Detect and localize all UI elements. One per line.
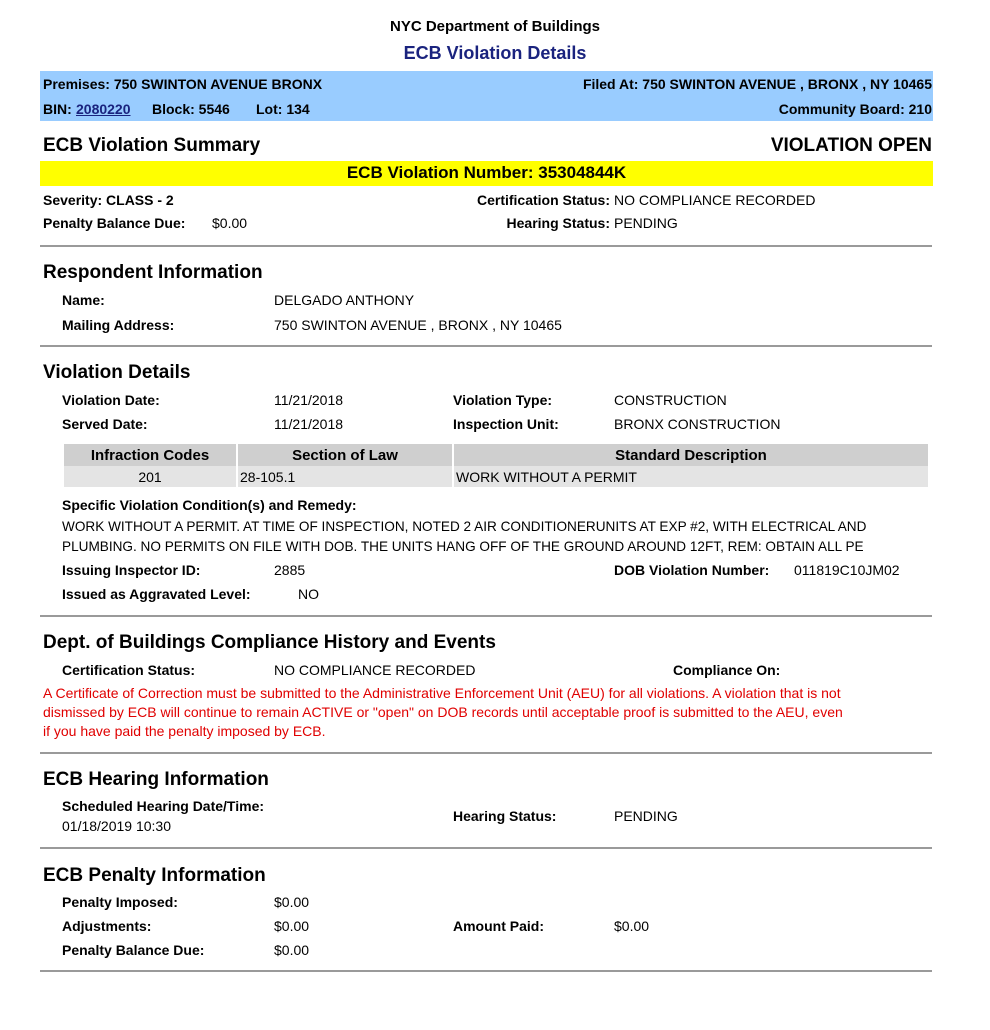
inspector-id-value: 2885 — [274, 562, 306, 578]
violation-number: ECB Violation Number: 35304844K — [346, 163, 627, 182]
served-date-label: Served Date: — [62, 416, 148, 432]
violation-type-label: Violation Type: — [453, 392, 553, 408]
penalty-heading: ECB Penalty Information — [43, 865, 266, 886]
respondent-name-label: Name: — [62, 292, 105, 308]
compliance-heading: Dept. of Buildings Compliance History and Events — [43, 632, 496, 653]
adjustments-value: $0.00 — [274, 918, 310, 934]
divider — [40, 752, 932, 754]
aggravated-level-value: NO — [298, 586, 319, 602]
standard-description-cell: WORK WITHOUT A PERMIT — [454, 466, 928, 487]
hearing-status-label: Hearing Status: — [453, 808, 557, 824]
severity: Severity: CLASS - 2 — [43, 192, 174, 208]
compliance-cert-status-value: NO COMPLIANCE RECORDED — [274, 662, 476, 678]
penalty-imposed-label: Penalty Imposed: — [62, 894, 178, 910]
compliance-cert-status-label: Certification Status: — [62, 662, 196, 678]
summary-heading: ECB Violation Summary — [43, 135, 261, 156]
respondent-name-value: DELGADO ANTHONY — [274, 292, 415, 308]
divider — [40, 970, 932, 972]
divider — [40, 245, 932, 247]
aggravated-level-label: Issued as Aggravated Level: — [62, 586, 251, 602]
premises-address: Premises: 750 SWINTON AVENUE BRONX — [43, 76, 323, 92]
department-name: NYC Department of Buildings — [389, 18, 600, 35]
column-header-section-of-law: Section of Law — [238, 444, 452, 466]
scheduled-hearing-value: 01/18/2019 10:30 — [62, 818, 171, 834]
bin-label: BIN: — [43, 101, 72, 117]
condition-text-line: PLUMBING. NO PERMITS ON FILE WITH DOB. THE UNITS HANG OFF OF THE GROUND AROUND 12FT, REM: OBTAIN ALL PE — [62, 539, 864, 554]
hearing-heading: ECB Hearing Information — [43, 769, 269, 790]
violation-type-value: CONSTRUCTION — [614, 392, 727, 408]
compliance-on-label: Compliance On: — [673, 662, 781, 678]
lot-number: Lot: 134 — [256, 101, 310, 117]
divider — [40, 345, 932, 347]
table-row — [64, 466, 928, 487]
amount-paid-label: Amount Paid: — [453, 918, 544, 934]
table-header-row — [64, 444, 928, 466]
community-board: Community Board: 210 — [778, 101, 932, 117]
amount-paid-value: $0.00 — [614, 918, 650, 934]
penalty-balance-due-label: Penalty Balance Due: — [62, 942, 205, 958]
dob-violation-number-label: DOB Violation Number: — [614, 562, 770, 578]
condition-text-line: WORK WITHOUT A PERMIT. AT TIME OF INSPECTION, NOTED 2 AIR CONDITIONERUNITS AT EXP #2, WITH ELECTRICAL AND — [62, 519, 867, 534]
divider — [40, 847, 932, 849]
infraction-code-cell: 201 — [64, 466, 236, 487]
respondent-heading: Respondent Information — [43, 262, 263, 283]
violation-details-heading: Violation Details — [43, 362, 191, 383]
penalty-balance-label: Penalty Balance Due: — [43, 215, 186, 231]
dob-violation-number-value: 011819C10JM02 — [794, 562, 900, 578]
scheduled-hearing-label: Scheduled Hearing Date/Time: — [62, 798, 265, 814]
mailing-address-value: 750 SWINTON AVENUE , BRONX , NY 10465 — [274, 317, 562, 333]
penalty-balance-due-value: $0.00 — [274, 942, 310, 958]
inspection-unit-label: Inspection Unit: — [453, 416, 559, 432]
compliance-notice-line: dismissed by ECB will continue to remain ACTIVE or "open" on DOB records until acceptable proof is submitted to the AEU, even — [43, 704, 843, 720]
infraction-table — [62, 444, 930, 487]
filed-at-address: Filed At: 750 SWINTON AVENUE , BRONX , NY 10465 — [582, 76, 932, 92]
served-date-value: 11/21/2018 — [274, 416, 344, 432]
inspection-unit-value: BRONX CONSTRUCTION — [614, 416, 781, 432]
block-number: Block: 5546 — [152, 101, 230, 117]
page-title: ECB Violation Details — [403, 43, 587, 63]
certification-status-label: Certification Status: — [476, 192, 610, 208]
certification-status-value: NO COMPLIANCE RECORDED — [614, 192, 816, 208]
hearing-status-value: PENDING — [614, 215, 678, 231]
column-header-standard-description: Standard Description — [454, 444, 928, 466]
compliance-notice-line: if you have paid the penalty imposed by ECB. — [43, 723, 326, 739]
violation-date-label: Violation Date: — [62, 392, 160, 408]
penalty-balance-value: $0.00 — [212, 215, 248, 231]
condition-label: Specific Violation Condition(s) and Remedy: — [62, 497, 357, 513]
compliance-notice-line: A Certificate of Correction must be submitted to the Administrative Enforcement Unit (AEU) for all violations. A violation that is not — [43, 685, 841, 701]
bin-link[interactable]: 2080220 — [76, 101, 131, 117]
hearing-status-label: Hearing Status: — [506, 215, 610, 231]
penalty-imposed-value: $0.00 — [274, 894, 310, 910]
section-of-law-cell: 28-105.1 — [238, 466, 452, 487]
mailing-address-label: Mailing Address: — [62, 317, 175, 333]
violation-date-value: 11/21/2018 — [274, 392, 344, 408]
divider — [40, 615, 932, 617]
violation-status: VIOLATION OPEN — [770, 135, 932, 156]
adjustments-label: Adjustments: — [62, 918, 152, 934]
hearing-status-value: PENDING — [614, 808, 678, 824]
column-header-infraction-codes: Infraction Codes — [64, 444, 236, 466]
inspector-id-label: Issuing Inspector ID: — [62, 562, 201, 578]
